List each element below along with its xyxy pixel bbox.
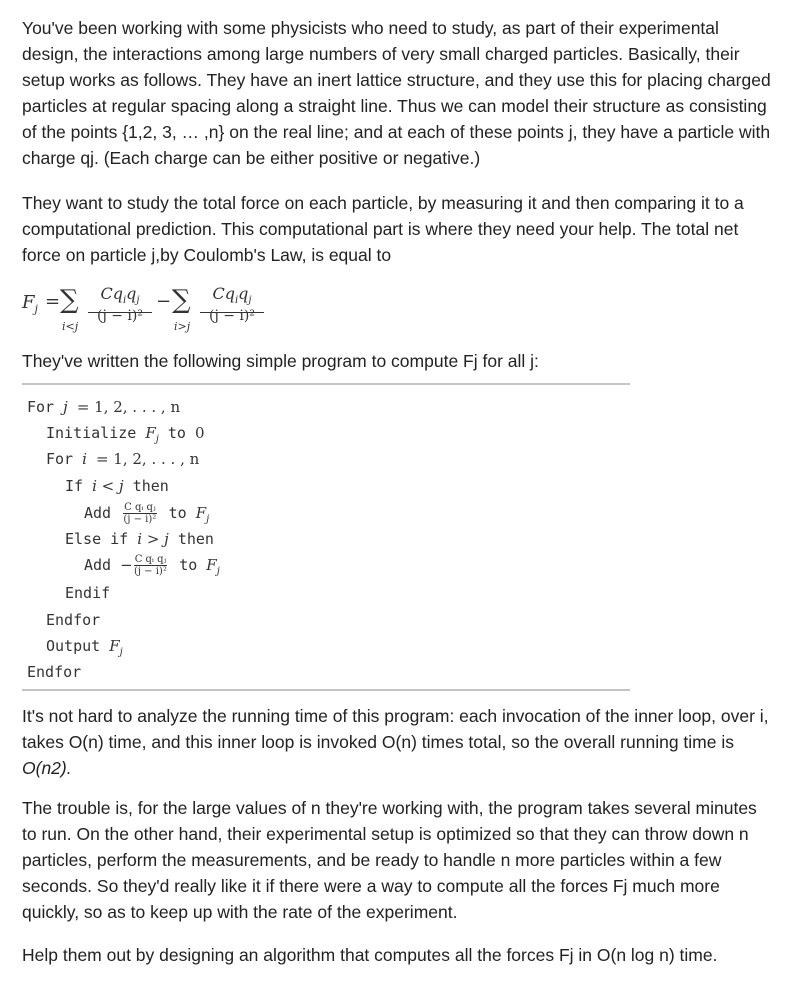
code-line-2: Initialize $F_j$ to 0 <box>46 424 205 445</box>
formula-equals: = <box>45 291 61 312</box>
trouble-line-1: The trouble is, for the large values of n they're working with, the program takes several minutes <box>22 798 757 818</box>
code-line-4: If i < j then <box>65 477 169 495</box>
force-line-1: They want to study the total force on each particle, by measuring it and then comparing it to a <box>22 193 744 213</box>
runtime-line-2: takes O(n) time, and this inner loop is invoked O(n) times total, so the overall running time is <box>22 732 734 752</box>
force-paragraph <box>22 190 808 268</box>
intro-line-3: setup works as follows. They have an inert lattice structure, and they use this for placing charged <box>22 70 771 90</box>
pseudocode-block <box>27 395 627 685</box>
trouble-line-2: to run. On the other hand, their experimental setup is optimized so that they can throw down n <box>22 824 749 844</box>
trouble-line-3: particles, perform the measurements, and be ready to handle n more particles within a few <box>22 850 722 870</box>
code-line-7: Add − $\frac{\text{C qᵢ qⱼ}}{\text{(j − i)²}}$ to $F_j$ <box>84 554 220 577</box>
intro-line-4: particles at regular spacing along a straight line. Thus we can model their structure as consisting <box>22 96 767 116</box>
runtime-line-3: O(n2). <box>22 758 72 778</box>
sum-symbol-1: ∑ <box>60 285 79 315</box>
intro-paragraph <box>22 15 808 171</box>
fraction-1-numerator: $Cq_iq_j$ <box>88 283 152 313</box>
formula-minus: − <box>156 291 172 312</box>
coulomb-formula <box>22 285 322 340</box>
code-line-8: Endif <box>65 584 111 602</box>
formula-lhs: F <box>22 292 35 313</box>
trouble-line-4: seconds. So they'd really like it if there were a way to compute all the forces Fj much more <box>22 876 720 896</box>
force-line-2: computational prediction. This computational part is where they need your help. The total net <box>22 219 739 239</box>
code-line-10: Output $F_j$ <box>46 637 123 658</box>
fraction-2-numerator: $Cq_iq_j$ <box>200 283 264 313</box>
code-line-6: Else if i > j then <box>65 530 214 548</box>
fraction-1-denominator: (j − i)² <box>97 308 143 324</box>
task-paragraph: Help them out by designing an algorithm that computes all the forces Fj in O(n log n) time. <box>22 945 718 965</box>
intro-line-5: of the points {1,2, 3, … ,n} on the real line; and at each of these points j, they have a particle with <box>22 122 771 142</box>
runtime-line-1: It's not hard to analyze the running time of this program: each invocation of the inner loop, over i, <box>22 706 769 726</box>
trouble-line-5: quickly, so as to keep up with the rate of the experiment. <box>22 902 458 922</box>
code-line-5: Add $\frac{\text{C qᵢ qⱼ}}{\text{(j − i)²}}$ to $F_j$ <box>84 502 210 525</box>
code-line-3: For i = 1, 2, . . . , n <box>46 450 200 468</box>
code-fraction-1: $\frac{\text{C qᵢ qⱼ}}{\text{(j − i)²}}$ <box>123 502 157 525</box>
sum-symbol-2: ∑ <box>172 285 191 315</box>
code-line-11: Endfor <box>27 663 82 681</box>
force-line-3: force on particle j,by Coulomb's Law, is equal to <box>22 245 392 265</box>
fraction-2-denominator: (j − i)² <box>209 308 255 324</box>
intro-line-6: charge qj. (Each charge can be either positive or negative.) <box>22 148 481 168</box>
code-line-9: Endfor <box>46 611 101 629</box>
code-line-1: For j = 1, 2, . . . , n <box>27 398 181 416</box>
code-top-rule <box>22 383 630 385</box>
code-fraction-2: $\frac{\text{C qᵢ qⱼ}}{\text{(j − i)²}}$ <box>134 554 167 577</box>
trouble-paragraph <box>22 795 808 925</box>
sum-index-2: i>j <box>174 320 191 333</box>
sum-index-1: i<j <box>62 320 79 333</box>
formula-lhs-sub: j <box>34 302 38 316</box>
code-bottom-rule <box>22 689 630 691</box>
intro-line-2: design, the interactions among large numbers of very small charged particles. Basically, their <box>22 44 740 64</box>
program-intro: They've written the following simple program to compute Fj for all j: <box>22 351 539 371</box>
intro-line-1: You've been working with some physicists who need to study, as part of their experimental <box>22 18 719 38</box>
runtime-paragraph <box>22 703 808 781</box>
